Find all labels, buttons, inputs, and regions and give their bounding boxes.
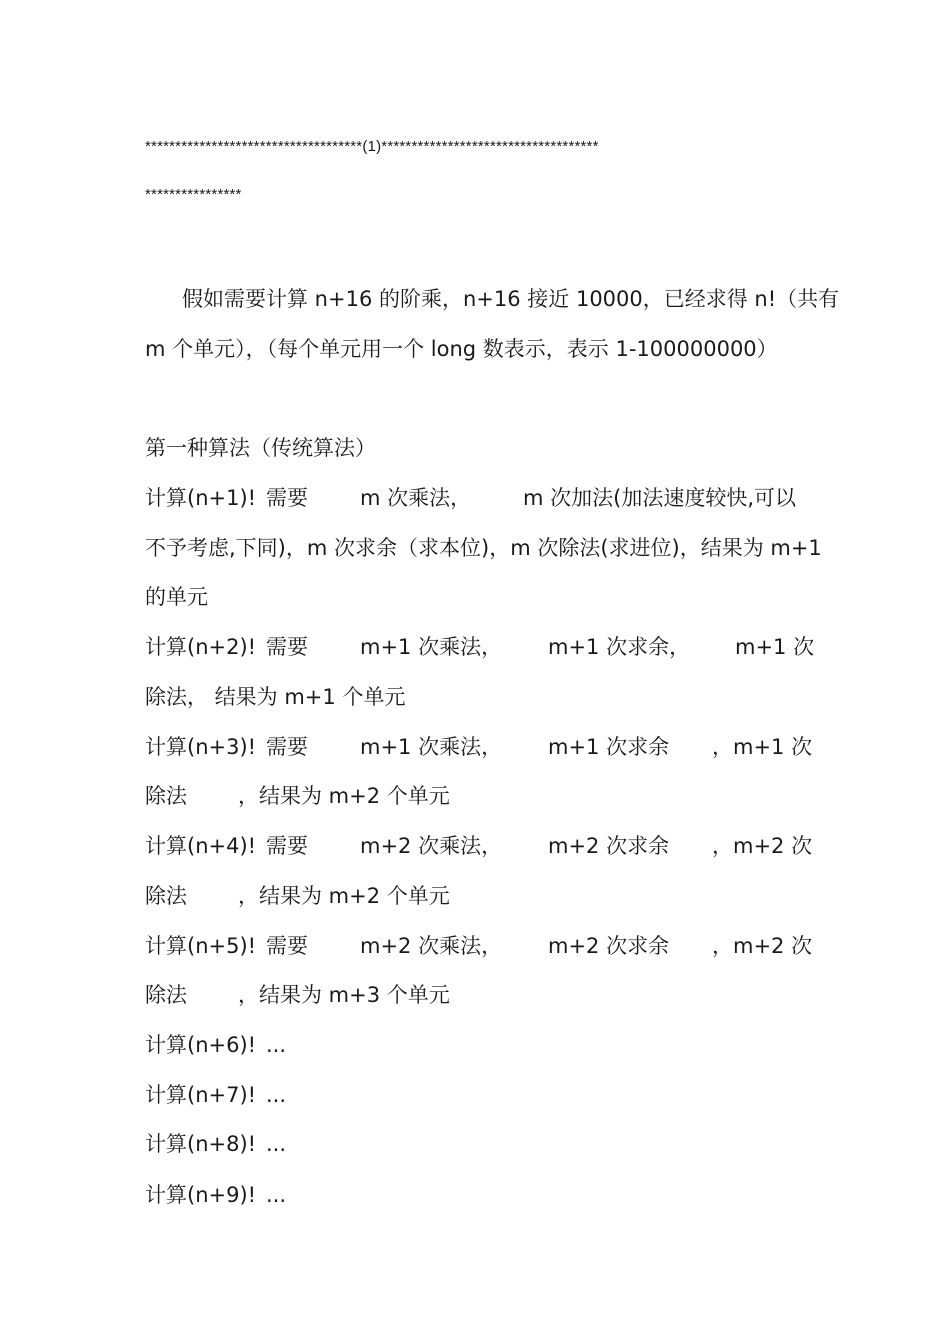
step-divide: ，m+2 次 (712, 834, 813, 858)
step-add: m 次加法(加法速度较快,可以 (523, 486, 796, 510)
step-divide: ，m+2 次 (712, 934, 813, 958)
step-line-2: 不予考虑,下同)，m 次求余（求本位)，m 次除法(求进位)，结果为 m+1 (145, 536, 822, 560)
step-ellipsis: ... (266, 1132, 287, 1156)
step-label: 计算(n+5)! (145, 934, 257, 958)
step-label: 计算(n+6)! (145, 1033, 257, 1057)
step-line-2-b: ，结果为 m+2 个单元 (238, 884, 450, 908)
step-line-2: 除法， 结果为 m+1 个单元 (145, 685, 406, 709)
step-line-2-a: 除法 (145, 884, 187, 908)
separator-line-1: ************************************(1)************************************ (145, 138, 599, 155)
step-label: 计算(n+7)! (145, 1083, 257, 1107)
step-need: 需要 (266, 735, 308, 759)
separator-line-2: **************** (145, 186, 242, 203)
step-line-2-b: ，结果为 m+2 个单元 (238, 784, 450, 808)
step-label: 计算(n+4)! (145, 834, 257, 858)
step-line-3: 的单元 (145, 585, 208, 609)
step-need: 需要 (266, 486, 308, 510)
step-divide: ，m+1 次 (712, 735, 813, 759)
step-ellipsis: ... (266, 1083, 287, 1107)
step-divide: m+1 次 (735, 635, 815, 659)
algorithm-title: 第一种算法（传统算法） (145, 436, 376, 460)
step-need: 需要 (266, 834, 308, 858)
step-multiply: m+1 次乘法， (360, 735, 503, 759)
step-line-2-b: ，结果为 m+3 个单元 (238, 983, 450, 1007)
step-label: 计算(n+1)! (145, 486, 257, 510)
intro-line-1: 假如需要计算 n+16 的阶乘，n+16 接近 10000，已经求得 n!（共有 (182, 287, 840, 311)
step-ellipsis: ... (266, 1033, 287, 1057)
step-ellipsis: ... (266, 1183, 287, 1207)
step-multiply: m+1 次乘法， (360, 635, 503, 659)
step-label: 计算(n+3)! (145, 735, 257, 759)
step-multiply: m+2 次乘法， (360, 834, 503, 858)
intro-line-2: m 个单元），（每个单元用一个 long 数表示，表示 1-100000000） (145, 337, 778, 361)
step-line-2-a: 除法 (145, 983, 187, 1007)
step-label: 计算(n+2)! (145, 635, 257, 659)
step-multiply: m 次乘法， (360, 486, 472, 510)
step-need: 需要 (266, 635, 308, 659)
step-label: 计算(n+9)! (145, 1183, 257, 1207)
step-remainder: m+1 次求余 (548, 735, 670, 759)
step-multiply: m+2 次乘法， (360, 934, 503, 958)
step-line-2-a: 除法 (145, 784, 187, 808)
step-label: 计算(n+8)! (145, 1132, 257, 1156)
step-remainder: m+2 次求余 (548, 934, 670, 958)
step-need: 需要 (266, 934, 308, 958)
step-remainder: m+2 次求余 (548, 834, 670, 858)
step-remainder: m+1 次求余， (548, 635, 691, 659)
